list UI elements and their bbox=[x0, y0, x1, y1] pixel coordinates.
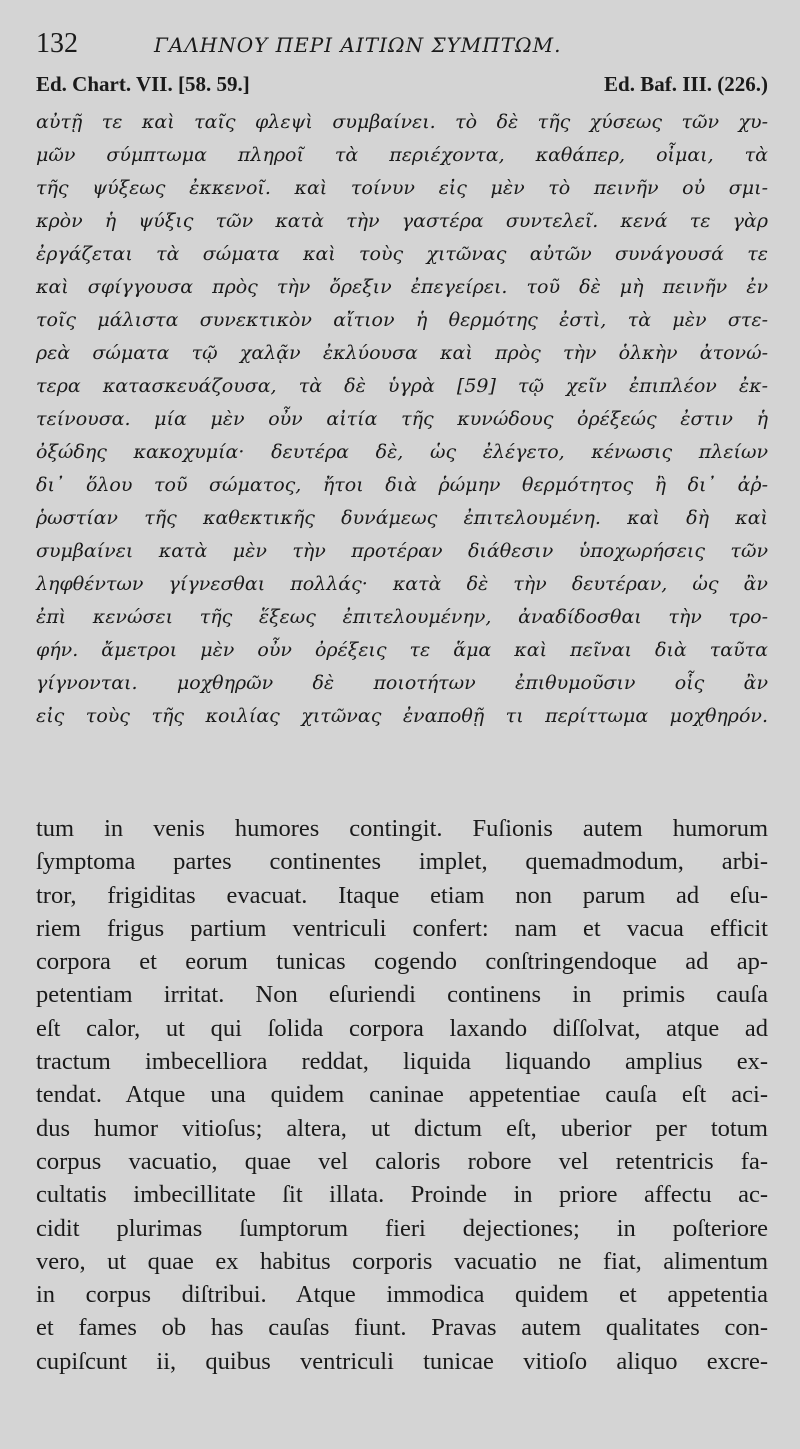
latin-line: cupiſcunt ii, quibus ventriculi tunicae vitioſo aliquo excre- bbox=[36, 1347, 768, 1375]
page-number: 132 bbox=[36, 28, 78, 59]
greek-line: εἰς τοὺς τῆς κοιλίας χιτῶνας ἐναποθῇ τι περίττωμα μοχθηρόν. bbox=[36, 705, 768, 727]
greek-line: καὶ σφίγγουσα πρὸς τὴν ὄρεξιν ἐπεγείρει. τοῦ δὲ μὴ πεινῆν ἐν bbox=[36, 276, 768, 298]
greek-line: τοῖς μάλιστα συνεκτικὸν αἴτιον ἡ θερμότης ἐστὶ, τὰ μὲν στε- bbox=[36, 309, 768, 331]
greek-line: ἐργάζεται τὰ σώματα καὶ τοὺς χιτῶνας αὐτῶν συνάγουσά τε bbox=[36, 243, 768, 265]
latin-line: cultatis imbecillitate ſit illata. Proinde in priore affectu ac- bbox=[36, 1181, 768, 1209]
latin-text-block bbox=[36, 812, 768, 1378]
greek-line: τῆς ψύξεως ἐκκενοῖ. καὶ τοίνυν εἰς μὲν τὸ πεινῆν οὐ σμι- bbox=[36, 177, 768, 199]
greek-line: φήν. ἄμετροι μὲν οὖν ὀρέξεις τε ἅμα καὶ πεῖναι διὰ ταῦτα bbox=[36, 639, 768, 661]
greek-line: κρὸν ἡ ψύξις τῶν κατὰ τὴν γαστέρα συντελεῖ. κενά τε γὰρ bbox=[36, 210, 768, 232]
greek-line: ῥωστίαν τῆς καθεκτικῆς δυνάμεως ἐπιτελουμένη. καὶ δὴ καὶ bbox=[36, 507, 768, 529]
latin-line: corpora et eorum tunicas cogendo conſtringendoque ad ap- bbox=[36, 948, 768, 976]
latin-line: tractum imbecelliora reddat, liquida liquando amplius ex- bbox=[36, 1048, 768, 1076]
latin-line: petentiam irritat. Non eſuriendi continens in primis cauſa bbox=[36, 981, 768, 1009]
latin-line: et fames ob has cauſas fiunt. Pravas autem qualitates con- bbox=[36, 1314, 768, 1342]
greek-line: ρεὰ σώματα τῷ χαλᾷν ἐκλύουσα καὶ πρὸς τὴν ὁλκὴν ἀτονώ- bbox=[36, 342, 768, 364]
latin-line: corpus vacuatio, quae vel caloris robore vel retentricis fa- bbox=[36, 1147, 768, 1175]
latin-line: riem frigus partium ventriculi confert: nam et vacua efficit bbox=[36, 914, 768, 942]
latin-line: tror, frigiditas evacuat. Itaque etiam non parum ad eſu- bbox=[36, 881, 768, 909]
latin-line: in corpus diſtribui. Atque immodica quidem et appetentia bbox=[36, 1281, 768, 1309]
running-header bbox=[36, 28, 768, 64]
running-title: ΓΑΛΗΝΟΥ ΠΕΡΙ ΑΙΤΙΩΝ ΣΥΜΠΤΩΜ. bbox=[154, 33, 562, 57]
latin-line: vero, ut quae ex habitus corporis vacuatio ne fiat, alimentum bbox=[36, 1247, 768, 1275]
latin-line: cidit plurimas ſumptorum fieri dejectiones; in poſteriore bbox=[36, 1214, 768, 1242]
edition-reference-line bbox=[36, 72, 768, 97]
greek-line: γίγνονται. μοχθηρῶν δὲ ποιοτήτων ἐπιθυμοῦσιν οἷς ἂν bbox=[36, 672, 768, 694]
greek-line: ληφθέντων γίγνεσθαι πολλάς· κατὰ δὲ τὴν δευτέραν, ὡς ἂν bbox=[36, 573, 768, 595]
greek-line: ὀξώδης κακοχυμία· δευτέρα δὲ, ὡς ἐλέγετο, κένωσις πλείων bbox=[36, 441, 768, 463]
latin-line: dus humor vitioſus; altera, ut dictum eſt, uberior per totum bbox=[36, 1114, 768, 1142]
greek-line: αὐτῇ τε καὶ ταῖς φλεψὶ συμβαίνει. τὸ δὲ τῆς χύσεως τῶν χυ- bbox=[36, 111, 768, 133]
edition-reference-basel: Ed. Baf. III. (226.) bbox=[604, 72, 768, 96]
greek-line: συμβαίνει κατὰ μὲν τὴν προτέραν διάθεσιν ὑποχωρήσεις τῶν bbox=[36, 540, 768, 562]
latin-line: ſymptoma partes continentes implet, quemadmodum, arbi- bbox=[36, 848, 768, 876]
greek-line: μῶν σύμπτωμα πληροῖ τὰ περιέχοντα, καθάπερ, οἶμαι, τὰ bbox=[36, 144, 768, 166]
greek-line: τερα κατασκευάζουσα, τὰ δὲ ὑγρὰ [59] τῷ χεῖν ἐπιπλέον ἐκ- bbox=[36, 375, 768, 397]
greek-line: ἐπὶ κενώσει τῆς ἕξεως ἐπιτελουμένην, ἀναδίδοσθαι τὴν τρο- bbox=[36, 606, 768, 628]
latin-line: eſt calor, ut qui ſolida corpora laxando diſſolvat, atque ad bbox=[36, 1014, 768, 1042]
latin-line: tendat. Atque una quidem caninae appetentiae cauſa eſt aci- bbox=[36, 1081, 768, 1109]
latin-line: tum in venis humores contingit. Fuſionis autem humorum bbox=[36, 815, 768, 842]
greek-line: τείνουσα. μία μὲν οὖν αἰτία τῆς κυνώδους ὀρέξεώς ἐστιν ἡ bbox=[36, 408, 768, 430]
greek-line: δι᾿ ὅλου τοῦ σώματος, ἤτοι διὰ ῥώμην θερμότητος ἢ δι᾿ ἀῤ- bbox=[36, 474, 768, 496]
edition-reference-chartier: Ed. Chart. VII. [58. 59.] bbox=[36, 72, 250, 96]
greek-text-block bbox=[36, 106, 768, 733]
